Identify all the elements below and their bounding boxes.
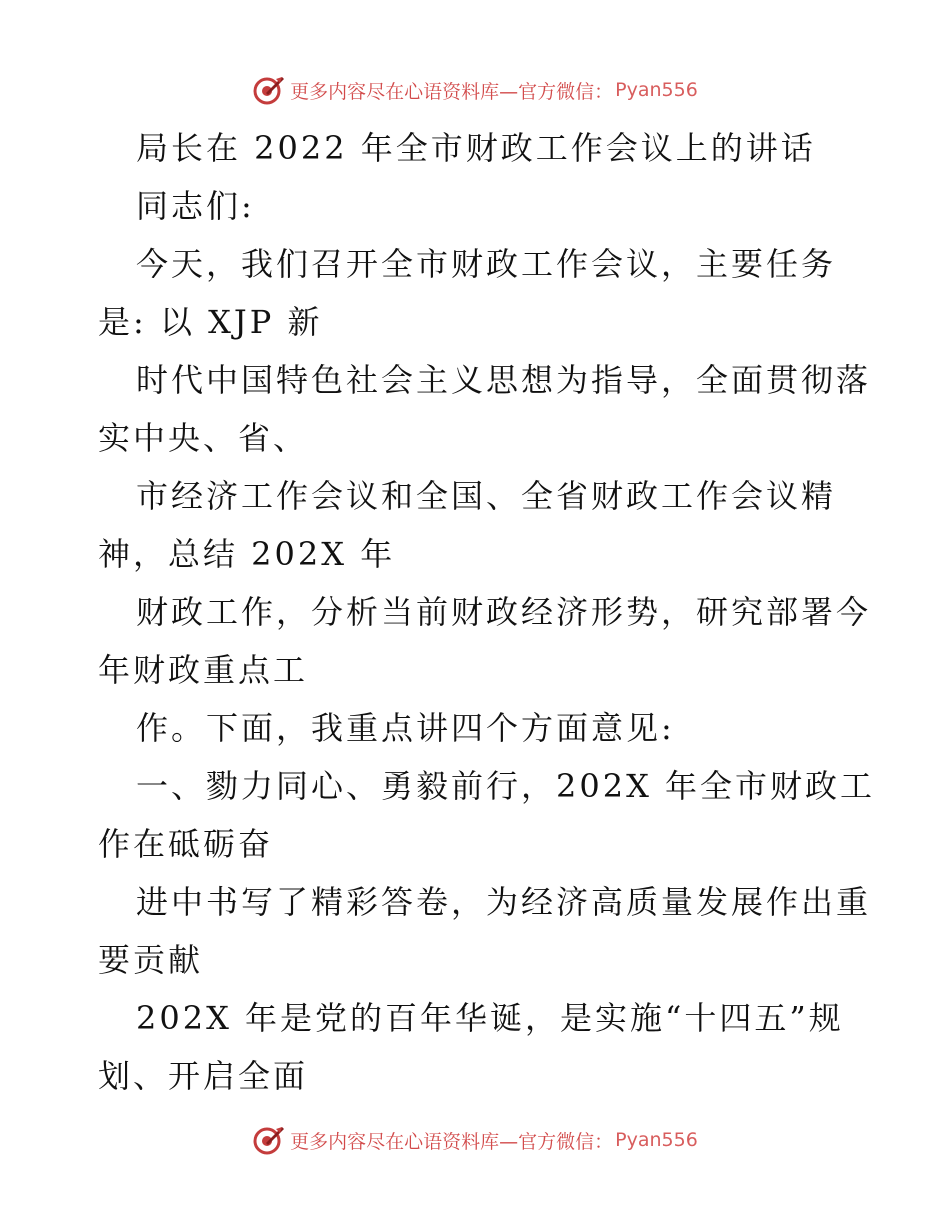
paragraph-line: 时代中国特色社会主义思想为指导，全面贯彻落 bbox=[136, 361, 872, 399]
section-heading-line: 进中书写了精彩答卷，为经济高质量发展作出重 bbox=[136, 883, 872, 921]
header-watermark-banner bbox=[0, 72, 950, 108]
banner-text: 更多内容尽在心语资料库—官方微信： bbox=[290, 1130, 614, 1153]
banner-contact: Pyan556 bbox=[615, 1129, 698, 1151]
paragraph-line: 实中央、省、 bbox=[98, 419, 309, 457]
document-title: 局长在 2022 年全市财政工作会议上的讲话 bbox=[136, 129, 816, 167]
section-heading-line: 作在砥砺奋 bbox=[98, 825, 274, 863]
quill-logo-icon bbox=[252, 1123, 286, 1157]
paragraph-line: 作。下面，我重点讲四个方面意见: bbox=[136, 709, 675, 747]
paragraph-line: 今天，我们召开全市财政工作会议，主要任务 bbox=[136, 245, 837, 283]
paragraph-line: 年财政重点工 bbox=[98, 651, 309, 689]
paragraph-line: 202X 年是党的百年华诞，是实施“十四五”规 bbox=[136, 999, 844, 1037]
paragraph-line: 神，总结 202X 年 bbox=[98, 535, 396, 573]
quill-logo-icon bbox=[252, 73, 286, 107]
section-heading-line: 要贡献 bbox=[98, 941, 204, 979]
paragraph-line: 财政工作，分析当前财政经济形势，研究部署今 bbox=[136, 593, 872, 631]
footer-watermark-banner bbox=[0, 1122, 950, 1158]
section-heading-line: 一、勠力同心、勇毅前行，202X 年全市财政工 bbox=[136, 767, 876, 805]
banner-contact: Pyan556 bbox=[615, 79, 698, 101]
paragraph-line: 是: 以 XJP 新 bbox=[98, 303, 323, 341]
paragraph-line: 同志们: bbox=[136, 187, 255, 225]
banner-text: 更多内容尽在心语资料库—官方微信： bbox=[290, 80, 614, 103]
paragraph-line: 划、开启全面 bbox=[98, 1057, 309, 1095]
paragraph-line: 市经济工作会议和全国、全省财政工作会议精 bbox=[136, 477, 837, 515]
